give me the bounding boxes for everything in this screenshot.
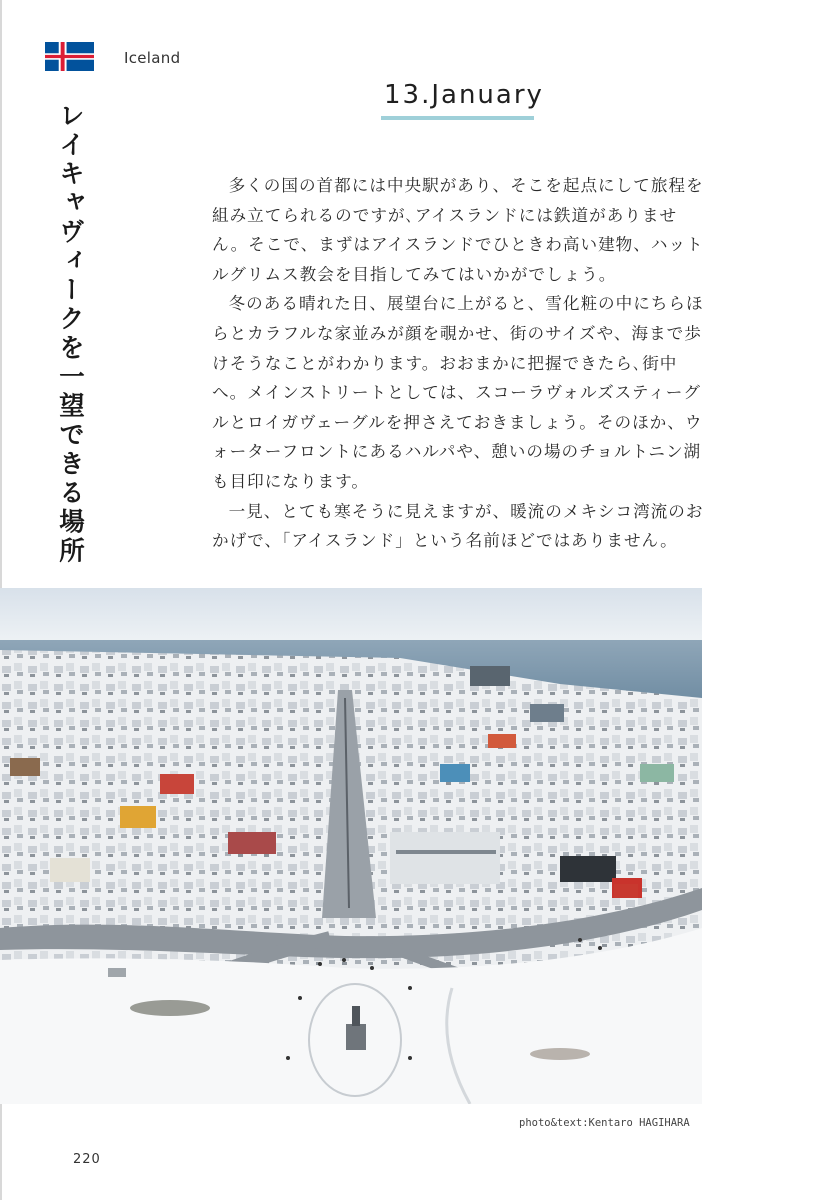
paragraph: 冬のある晴れた日、展望台に上がると、雪化粧の中にちらほらとカラフルな家並みが顔を覗かせ、街のサイズや、海まで歩けそうなことがわかります。おおまかに把握できたら､街中へ。メインストリートとしては、スコーラヴォルズスティーグルとロイガヴェーグルを押さえておきましょう。そのほか、ウォーターフロントにあるハルパや、憩いの場のチョルトニン湖も目印になります。	[212, 294, 704, 491]
country-label: Iceland	[124, 49, 181, 67]
iceland-flag-icon	[45, 42, 94, 71]
date-underline	[381, 116, 534, 120]
paragraph: 多くの国の首都には中央駅があり、そこを起点にして旅程を組み立てられるのですが､アイスランドには鉄道がありません。そこで、まずはアイスランドでひときわ高い建物、ハットルグリムス教会を目指してみてはいかがでしょう。	[212, 176, 704, 284]
photo-credit: photo&text:Kentaro HAGIHARA	[519, 1117, 690, 1129]
page-number: 220	[73, 1152, 101, 1167]
article-body	[212, 171, 704, 556]
paragraph: 一見、とても寒そうに見えますが、暖流のメキシコ湾流のおかげで、「アイスランド」という名前ほどではありません。	[212, 501, 704, 551]
reykjavik-aerial-photo	[0, 588, 702, 1104]
vertical-title: レイキャヴィークを一望できる場所	[55, 102, 85, 566]
date-title: 13.January	[384, 80, 544, 110]
